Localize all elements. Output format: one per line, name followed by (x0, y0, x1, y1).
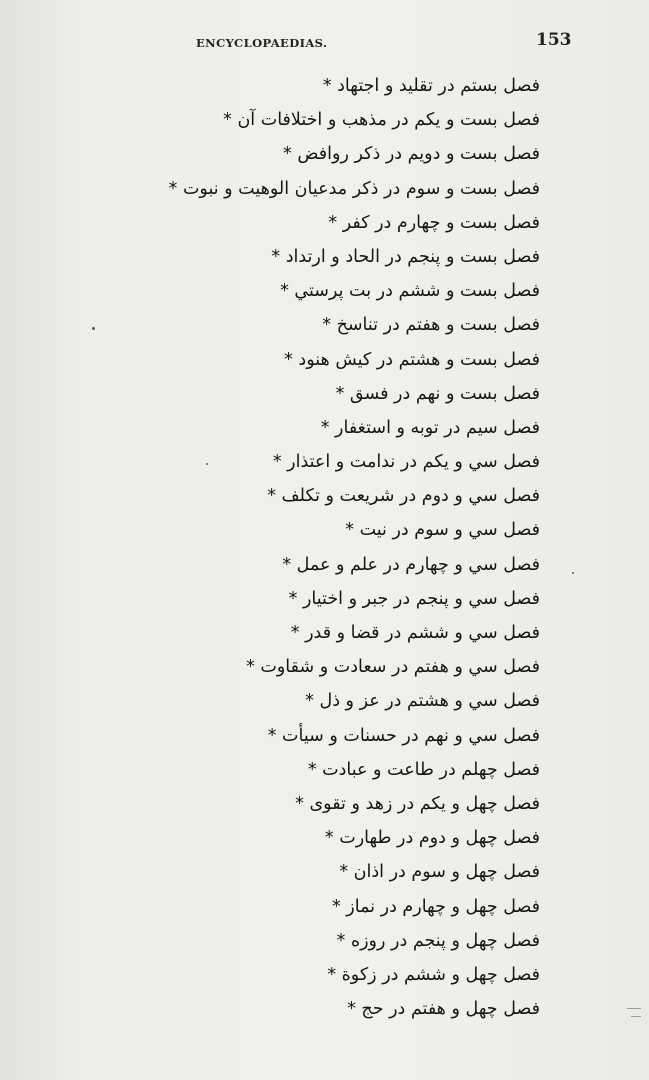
chapter-entry-47: فصل چهل و هفتم در حج * (347, 999, 540, 1020)
chapter-entry-27: فصل بست و هفتم در تناسخ * (322, 315, 540, 336)
paper-edge-mark (631, 1016, 641, 1017)
chapter-entry-29: فصل بست و نهم در فسق * (335, 383, 540, 404)
chapter-entry-41: فصل چهل و يكم در زهد و تقوى * (295, 793, 540, 814)
chapter-entry-35: فصل سي و پنجم در جبر و اختيار * (288, 588, 540, 609)
chapter-entry-24: فصل بست و چهارم در كفر * (328, 212, 540, 233)
chapter-entry-40: فصل چهلم در طاعت و عبادت * (307, 759, 540, 780)
page-number: 153 (536, 30, 572, 50)
paper-speck (572, 572, 574, 574)
chapter-entry-33: فصل سي و سوم در نيت * (345, 520, 540, 541)
chapter-entry-21: فصل بست و يكم در مذهب و اختلافات آن * (223, 110, 540, 131)
chapter-entry-45: فصل چهل و پنجم در روزه * (336, 930, 540, 951)
paper-edge-mark (627, 1008, 641, 1009)
chapter-entry-30: فصل سيم در توبه و استغفار * (320, 417, 540, 438)
chapter-entry-26: فصل بست و ششم در بت پرستي * (280, 281, 540, 302)
chapter-entry-42: فصل چهل و دوم در طهارت * (324, 828, 540, 849)
chapter-entry-34: فصل سي و چهارم در علم و عمل * (282, 554, 540, 575)
chapter-entry-43: فصل چهل و سوم در اذان * (339, 862, 540, 883)
chapter-entry-36: فصل سي و ششم در قضا و قدر * (290, 623, 540, 643)
paper-speck (92, 327, 95, 330)
chapter-entry-20: فصل بستم در تقليد و اجتهاد * (322, 76, 540, 96)
chapter-entry-44: فصل چهل و چهارم در نماز * (331, 896, 540, 917)
chapter-entry-32: فصل سي و دوم در شريعت و تكلف * (267, 486, 540, 507)
chapter-entry-31: فصل سي و يكم در ندامت و اعتذار * (272, 452, 540, 473)
running-head: ENCYCLOPAEDIAS. (196, 36, 328, 50)
chapter-entry-25: فصل بست و پنجم در الحاد و ارتداد * (271, 246, 540, 267)
paper-speck (206, 463, 208, 465)
chapter-entry-37: فصل سي و هفتم در سعادت و شقاوت * (246, 657, 540, 678)
chapter-entry-46: فصل چهل و ششم در زكوة * (327, 964, 540, 985)
chapter-entry-22: فصل بست و دويم در ذكر روافض * (283, 144, 540, 165)
chapter-entry-28: فصل بست و هشتم در كيش هنود * (284, 349, 540, 370)
chapter-entry-23: فصل بست و سوم در ذكر مدعيان الوهيت و نبوت * (168, 178, 540, 199)
chapter-entry-38: فصل سي و هشتم در عز و ذل * (305, 691, 540, 712)
chapter-entry-39: فصل سي و نهم در حسنات و سيأت * (267, 725, 540, 746)
chapter-list (40, 69, 540, 1026)
